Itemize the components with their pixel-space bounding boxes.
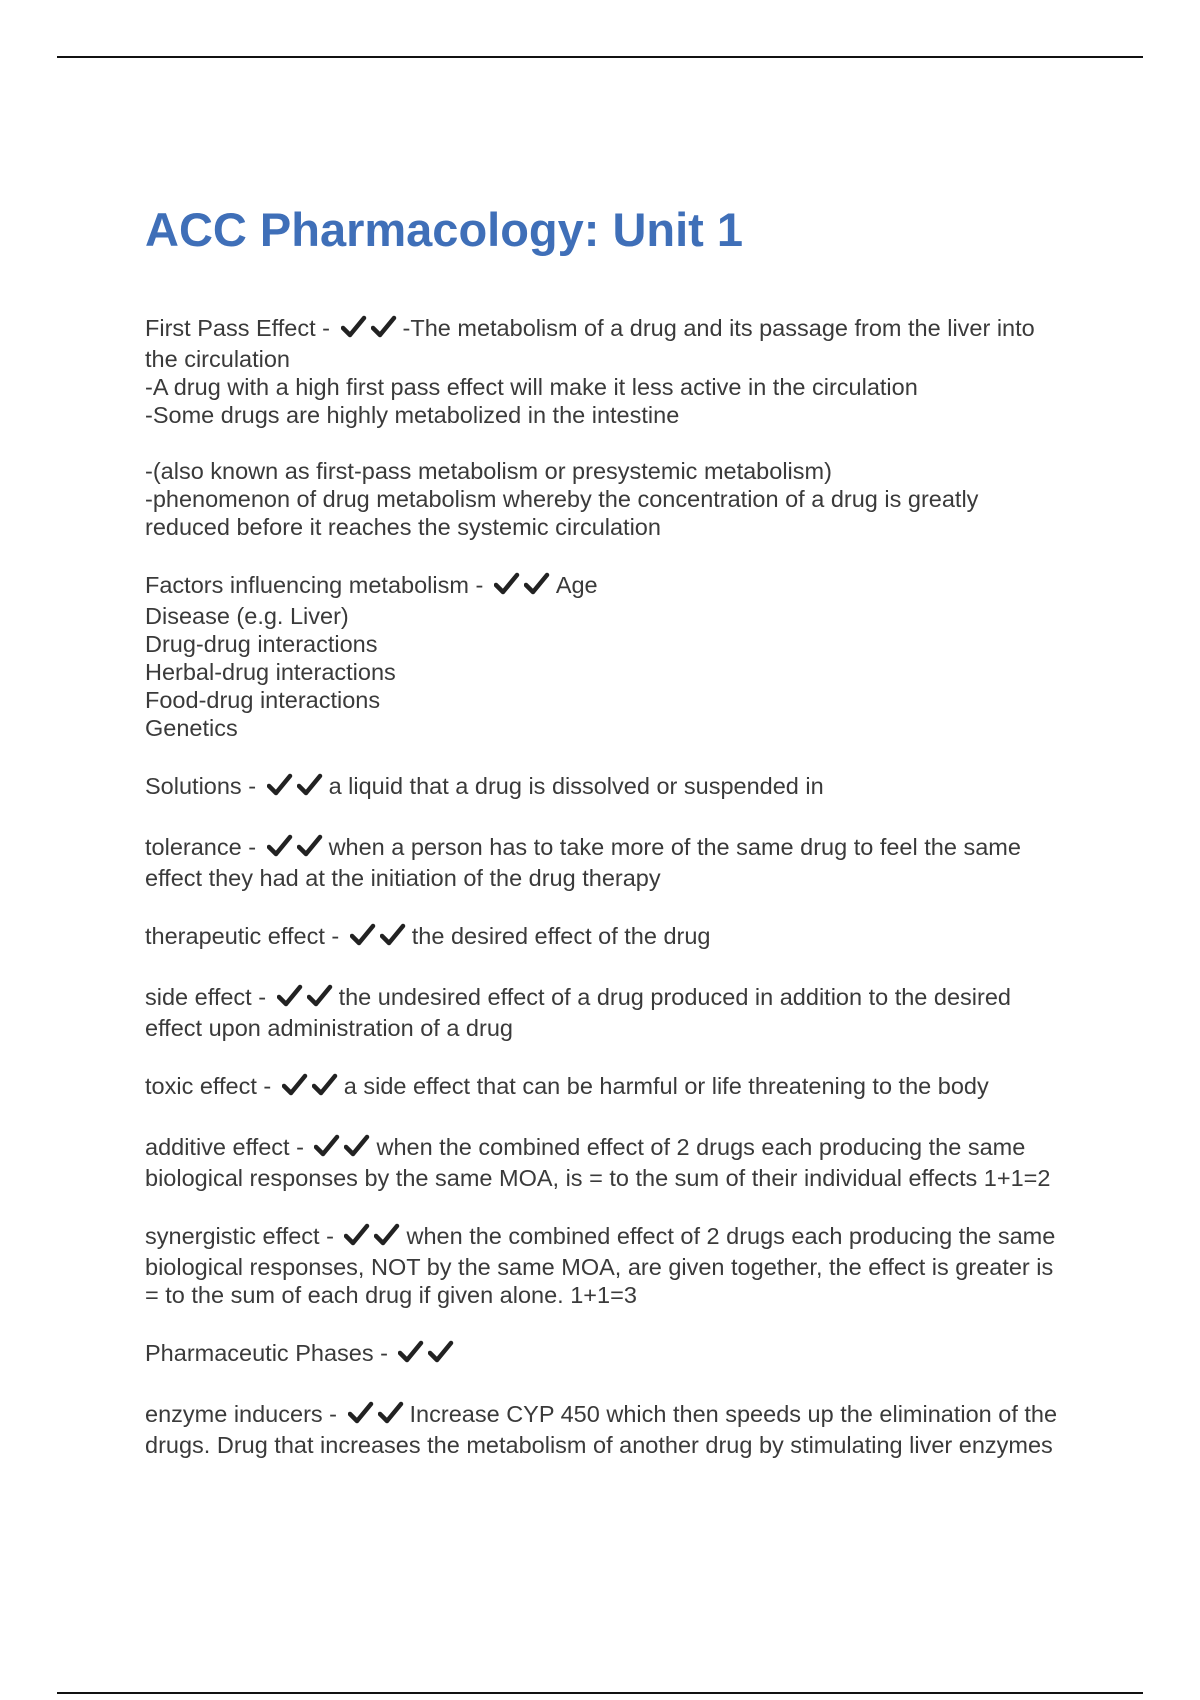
entry-continuation-line: drugs. Drug that increases the metabolism of another drug by stimulating liver enzymes (145, 1432, 1053, 1458)
entry-definition: a side effect that can be harmful or life threatening to the body (343, 1073, 989, 1099)
entry-first-line (145, 922, 1095, 953)
double-checkmark-icon (267, 834, 327, 864)
entry-definition: the desired effect of the drug (411, 923, 711, 949)
entry-term: Solutions - (145, 773, 263, 799)
entry-definition: when the combined effect of 2 drugs each producing the same (406, 1223, 1056, 1249)
entry-factors-influencing-metabolism (145, 571, 1095, 742)
entry-term: Factors influencing metabolism - (145, 572, 490, 598)
entry-term: tolerance - (145, 834, 263, 860)
entry-continuation-line (145, 429, 1095, 457)
entry-definition: the undesired effect of a drug produced in addition to the desired (338, 984, 1011, 1010)
document-title: ACC Pharmacology: Unit 1 (145, 203, 744, 256)
entry-first-line (145, 833, 1095, 864)
double-checkmark-icon (494, 572, 554, 602)
entry-toxic-effect (145, 1072, 1095, 1103)
entry-definition (460, 1340, 467, 1366)
entry-first-line (145, 1133, 1095, 1164)
entry-therapeutic-effect (145, 922, 1095, 953)
entry-term: First Pass Effect - (145, 315, 337, 341)
entry-tolerance (145, 833, 1095, 892)
double-checkmark-icon (348, 1401, 408, 1431)
entry-continuation-line: Drug-drug interactions (145, 631, 378, 657)
bottom-divider (57, 1692, 1143, 1694)
entry-term: side effect - (145, 984, 273, 1010)
entry-side-effect (145, 983, 1095, 1042)
entry-definition: when a person has to take more of the same drug to feel the same (328, 834, 1021, 860)
entry-first-line (145, 983, 1095, 1014)
entry-continuation-line: effect they had at the initiation of the drug therapy (145, 865, 661, 891)
entry-first-line (145, 772, 1095, 803)
entry-continuation-line: Disease (e.g. Liver) (145, 603, 349, 629)
entry-first-line (145, 1072, 1095, 1103)
entry-term: additive effect - (145, 1134, 311, 1160)
double-checkmark-icon (314, 1134, 374, 1164)
double-checkmark-icon (344, 1223, 404, 1253)
double-checkmark-icon (341, 315, 401, 345)
entry-term: enzyme inducers - (145, 1401, 344, 1427)
entry-continuation-line: -(also known as first-pass metabolism or presystemic metabolism) (145, 458, 832, 484)
entry-continuation-line: -Some drugs are highly metabolized in the intestine (145, 402, 680, 428)
entry-continuation-line: -A drug with a high first pass effect will make it less active in the circulation (145, 374, 918, 400)
entry-definition: Age (555, 572, 598, 598)
entry-first-line (145, 1339, 1095, 1370)
entry-continuation-line: effect upon administration of a drug (145, 1015, 513, 1041)
entry-continuation-line: biological responses, NOT by the same MOA, are given together, the effect is greater is (145, 1254, 1054, 1280)
entry-additive-effect (145, 1133, 1095, 1192)
entry-continuation-line: Herbal-drug interactions (145, 659, 396, 685)
double-checkmark-icon (282, 1073, 342, 1103)
entry-first-line (145, 1400, 1095, 1431)
entry-first-line (145, 571, 1095, 602)
entry-term: Pharmaceutic Phases - (145, 1340, 395, 1366)
double-checkmark-icon (277, 984, 337, 1014)
entry-definition: when the combined effect of 2 drugs each producing the same (376, 1134, 1026, 1160)
double-checkmark-icon (398, 1340, 458, 1370)
entry-first-line (145, 1222, 1095, 1253)
entry-continuation-line: the circulation (145, 346, 290, 372)
entry-definition: a liquid that a drug is dissolved or suspended in (328, 773, 824, 799)
entry-pharmaceutic-phases (145, 1339, 1095, 1370)
entry-continuation-line: -phenomenon of drug metabolism whereby the concentration of a drug is greatly (145, 486, 979, 512)
flashcard-list (145, 314, 1095, 1459)
entry-term: synergistic effect - (145, 1223, 341, 1249)
entry-continuation-line: biological responses by the same MOA, is = to the sum of their individual effects 1+1=2 (145, 1165, 1051, 1191)
entry-synergistic-effect (145, 1222, 1095, 1309)
entry-term: therapeutic effect - (145, 923, 346, 949)
double-checkmark-icon (267, 773, 327, 803)
entry-term: toxic effect - (145, 1073, 278, 1099)
double-checkmark-icon (350, 923, 410, 953)
entry-continuation-line: Genetics (145, 715, 238, 741)
entry-continuation-line: = to the sum of each drug if given alone. 1+1=3 (145, 1282, 637, 1308)
entry-enzyme-inducers (145, 1400, 1095, 1459)
entry-first-line (145, 314, 1095, 345)
entry-definition: Increase CYP 450 which then speeds up the elimination of the (409, 1401, 1058, 1427)
entry-solutions (145, 772, 1095, 803)
entry-continuation-line: Food-drug interactions (145, 687, 381, 713)
entry-continuation-line: reduced before it reaches the systemic circulation (145, 514, 661, 540)
entry-first-pass-effect (145, 314, 1095, 541)
entry-definition: -The metabolism of a drug and its passage from the liver into (402, 315, 1035, 341)
top-divider (57, 56, 1143, 58)
